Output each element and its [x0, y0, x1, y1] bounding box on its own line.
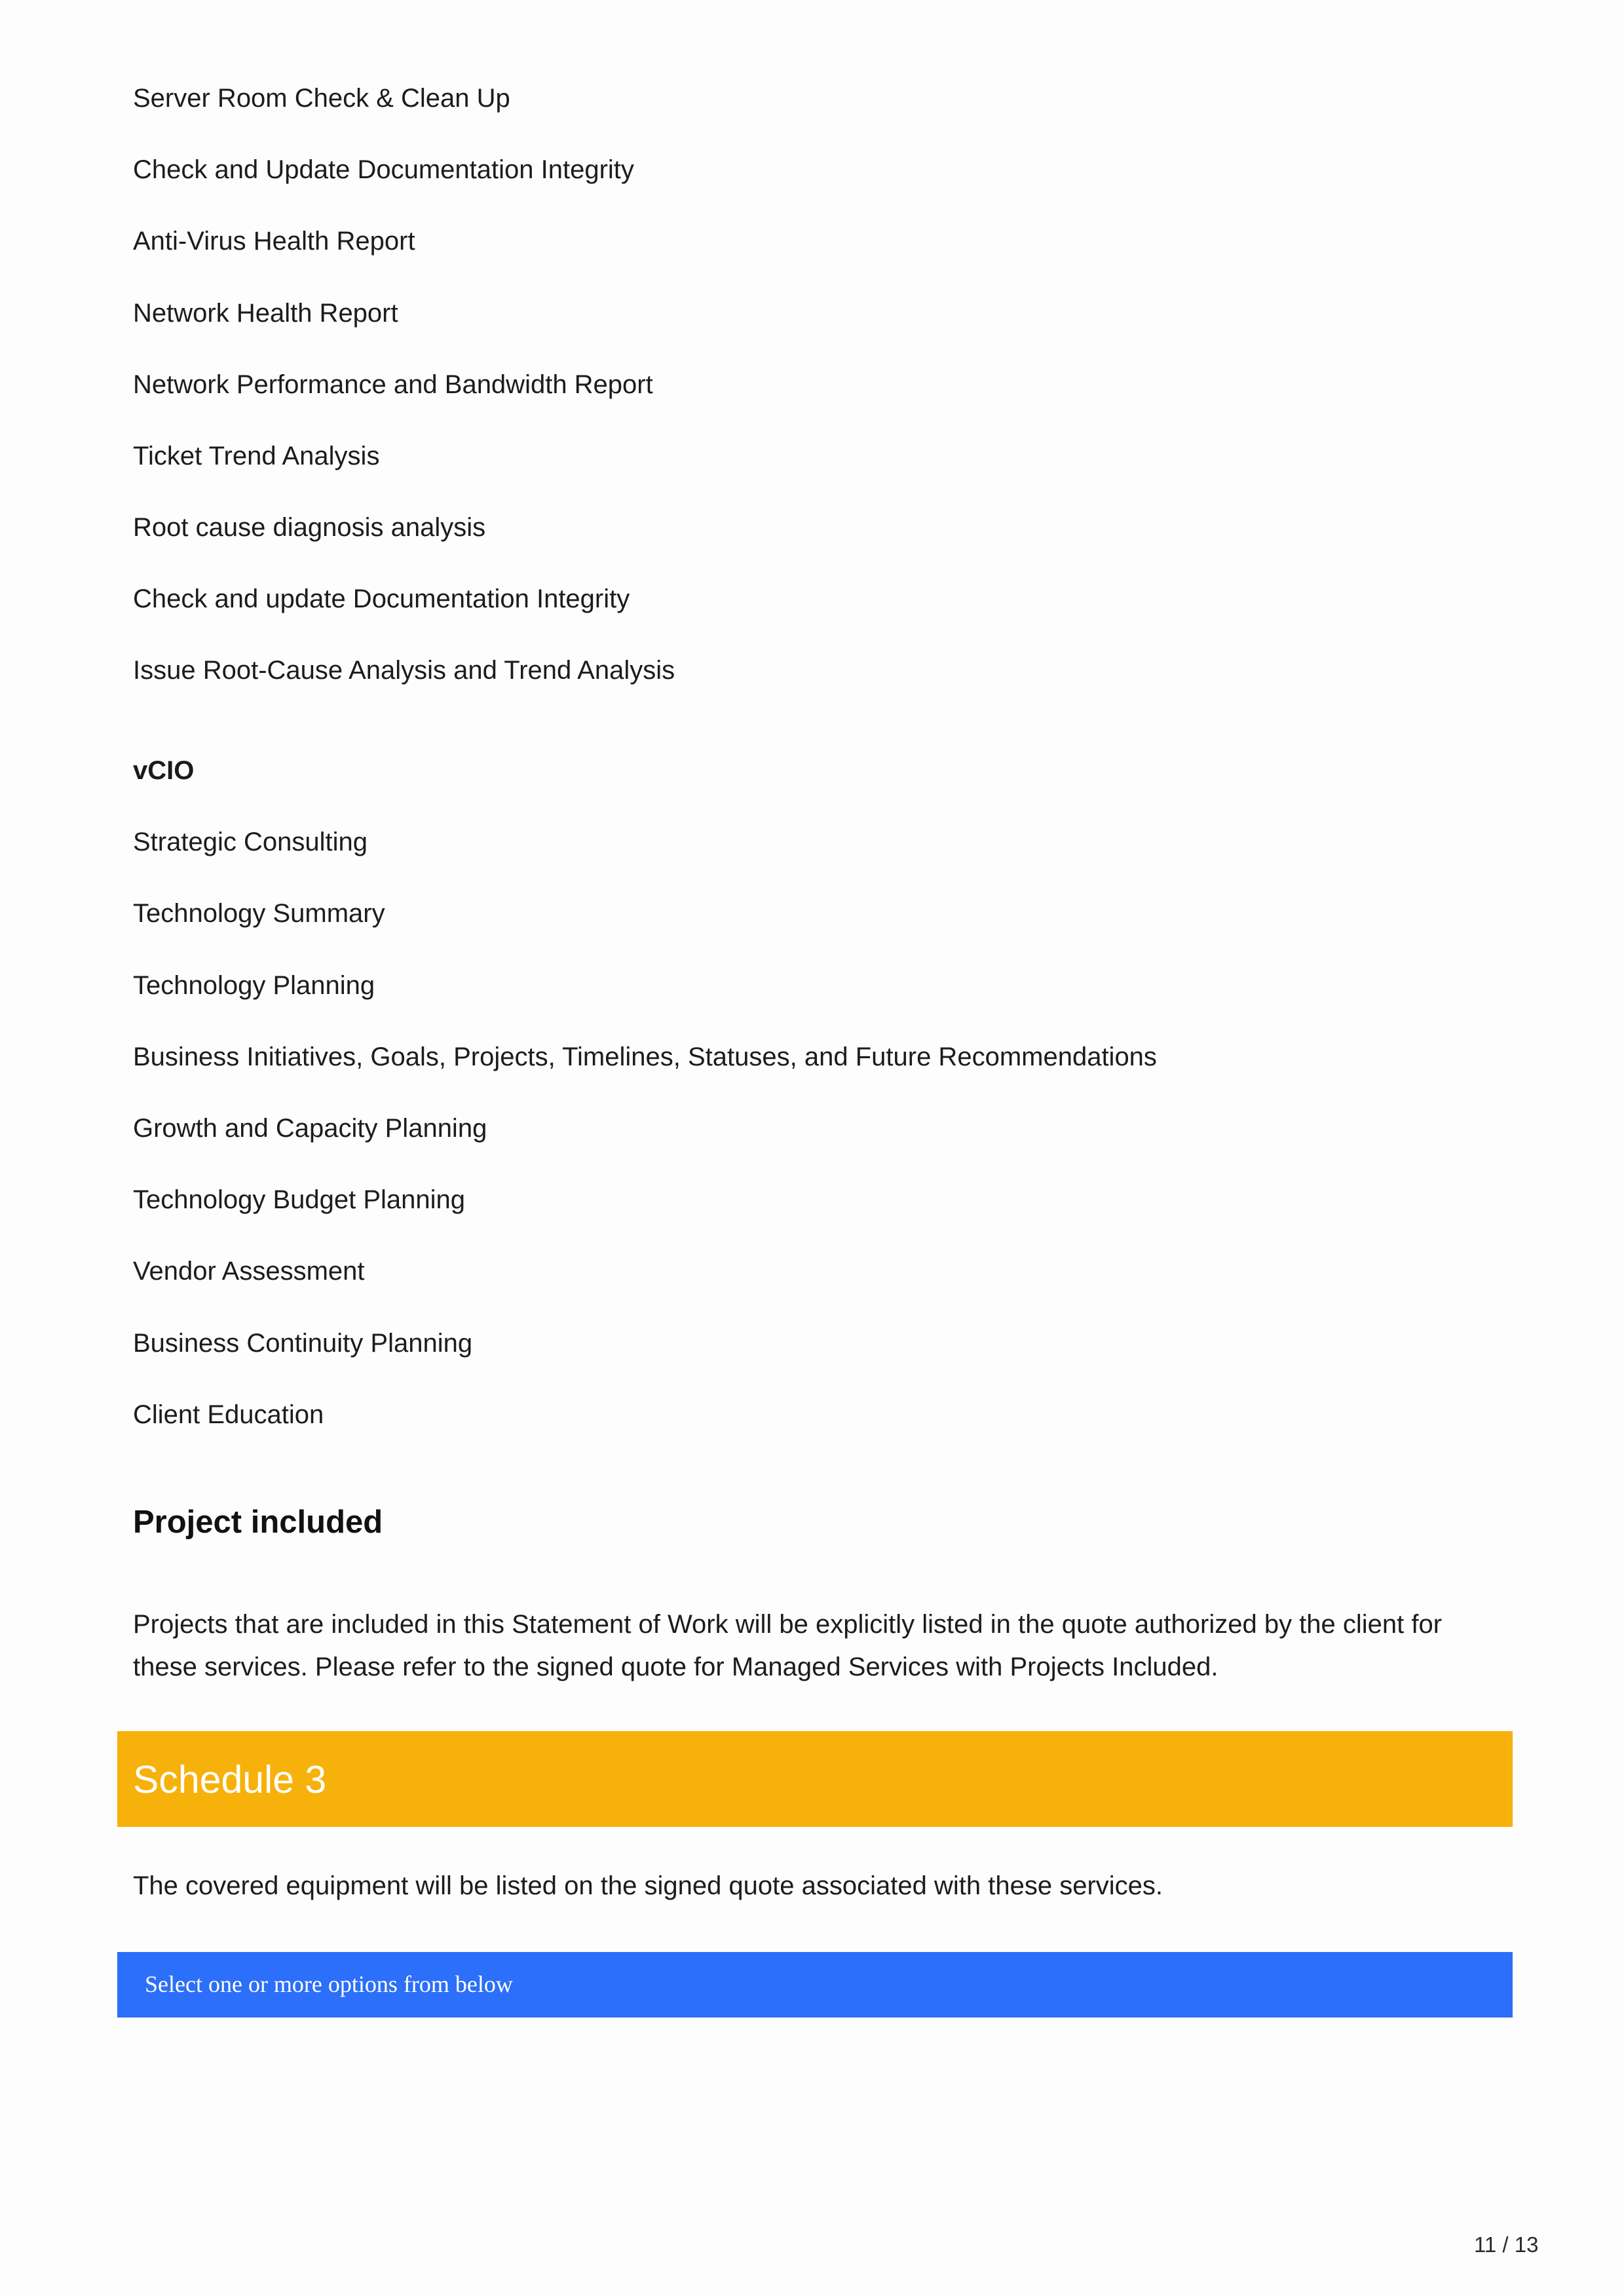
page-number: 11 / 13	[1474, 2232, 1539, 2257]
select-options-button[interactable]	[117, 1952, 1513, 2018]
list-item: Issue Root-Cause Analysis and Trend Analysis	[133, 656, 675, 685]
list-item: Network Performance and Bandwidth Report	[133, 370, 653, 399]
list-item: Network Health Report	[133, 299, 398, 328]
list-item: Anti-Virus Health Report	[133, 227, 415, 256]
schedule-3-title: Schedule 3	[133, 1758, 327, 1801]
vcio-item: Strategic Consulting	[133, 828, 368, 856]
project-included-paragraph	[133, 1603, 1502, 1689]
paragraph-line: Projects that are included in this Statement of Work will be explicitly listed in the quote authorized by the client for	[133, 1610, 1443, 1639]
paragraph-line: these services. Please refer to the signed quote for Managed Services with Projects Included.	[133, 1653, 1218, 1681]
vcio-heading: vCIO	[133, 756, 195, 785]
list-item: Check and Update Documentation Integrity	[133, 155, 634, 184]
list-item: Root cause diagnosis analysis	[133, 513, 486, 542]
covered-equipment-paragraph: The covered equipment will be listed on the signed quote associated with these services.	[133, 1871, 1163, 1900]
project-included-heading: Project included	[133, 1504, 383, 1540]
vcio-item: Technology Summary	[133, 899, 385, 928]
list-item: Server Room Check & Clean Up	[133, 84, 510, 113]
vcio-item: Technology Planning	[133, 971, 375, 1000]
list-item: Ticket Trend Analysis	[133, 442, 380, 470]
list-item: Check and update Documentation Integrity	[133, 584, 630, 613]
vcio-item: Growth and Capacity Planning	[133, 1114, 487, 1143]
vcio-item: Technology Budget Planning	[133, 1185, 466, 1214]
select-options-label: Select one or more options from below	[145, 1971, 513, 1997]
vcio-item: Business Continuity Planning	[133, 1329, 473, 1358]
vcio-item: Client Education	[133, 1400, 324, 1429]
vcio-item: Vendor Assessment	[133, 1257, 365, 1286]
schedule-3-banner	[117, 1731, 1513, 1827]
vcio-item: Business Initiatives, Goals, Projects, Timelines, Statuses, and Future Recommendations	[133, 1043, 1157, 1071]
